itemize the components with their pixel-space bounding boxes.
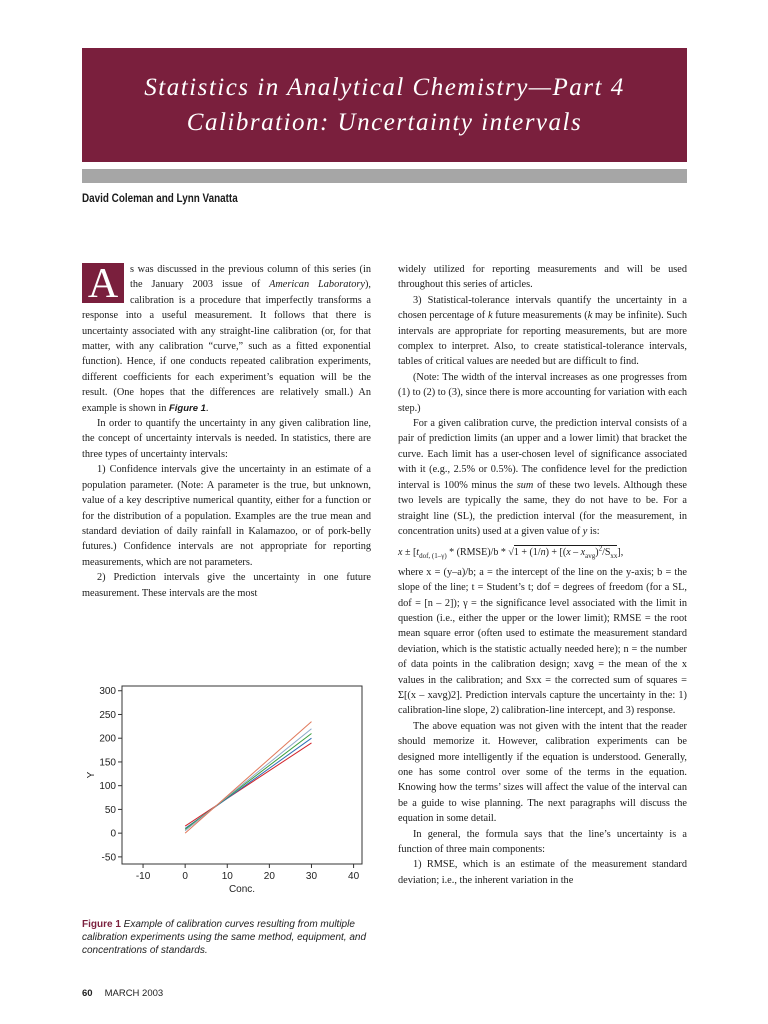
figure-caption: Figure 1 Example of calibration curves resulting from multiple calibration experiments using the same method, equipment, and concentrations of standards. <box>82 919 367 956</box>
title-line-2: Calibration: Uncertainty intervals <box>186 109 583 136</box>
column-right <box>398 262 687 888</box>
y-tick-label: 100 <box>99 781 116 793</box>
column-left <box>82 262 371 601</box>
y-tick-label: 250 <box>99 709 116 721</box>
figure-label: Figure 1 <box>82 919 121 930</box>
paragraph: For a given calibration curve, the prediction interval consists of a pair of prediction limits (an upper and a lower limit) that bracket the curve. Each limit has a user-chosen level of significance associated with it (e.g., 2.5% or 0.5%). The confidence level for the prediction interval is 100% minus the sum of these two levels. Although these two levels are typically the same, they do not have to be. For a straight line (SL), the prediction interval (for the measurement, in concentration units) used at a given value of y is: <box>398 418 687 537</box>
title-divider <box>82 169 687 183</box>
x-tick-label: 0 <box>182 871 188 882</box>
paragraph: 1) RMSE, which is an estimate of the measurement standard deviation; i.e., the inherent variation in the <box>398 859 687 886</box>
paragraph: The above equation was not given with the intent that the reader should memorize it. However, calibration experiments can be designed more intelligently if the equation is understood. Generally, one has some control over some of the terms in the equation. Knowing how the terms’ sizes will affect the value of the interval can be a guide to wise planning. The next paragraphs will discuss the equation in some detail. <box>398 720 687 825</box>
x-tick-label: -10 <box>135 871 151 882</box>
x-tick-label: 20 <box>263 871 275 882</box>
y-tick-label: 50 <box>104 804 116 816</box>
issue-date: MARCH 2003 <box>104 988 164 999</box>
paragraph-definitions: where x = (y–a)/b; a = the intercept of the line on the y-axis; b = the slope of the line; t = Student’s t; dof = degrees of freedom (for a SL, dof = [n – 2]); γ = the significance level associated with the limit in question (i.e., either the upper or the lower limit); RMSE = the root mean square error (often used to estimate the measurement standard deviation, which is the statistic actually needed here); n = the number of data points in the calibration design; xavg = the mean of the x values in the calibration; and Sxx = the corrected sum of squares = Σ[(x – xavg)2]. Prediction intervals capture the uncertainty in the: 1) calibration-line slope, 2) calibration-line intercept, and 3) response. <box>398 566 687 717</box>
x-tick-label: 10 <box>221 871 233 882</box>
y-tick-label: -50 <box>101 852 116 864</box>
y-tick-label: 300 <box>99 686 116 698</box>
plot-frame <box>122 686 362 864</box>
page-number: 60 <box>82 988 93 999</box>
paragraph: widely utilized for reporting measurements and will be used throughout this series of articles. <box>398 264 687 291</box>
paragraph: 1) Confidence intervals give the uncertainty in an estimate of a population parameter. (Note: A parameter is the true, but unknown, value of a key descriptive numerical quantity, either for a function or for the distribution of a population. Examples are the true mean and standard deviation of daily rainfall in Kalamazoo, or of pork-belly futures.) Confidence intervals are not appropriate for reporting measurements, which are not parameters. <box>82 464 371 568</box>
paragraph-intro: A s was discussed in the previous column of this series (in the January 2003 issue of American Laboratory), calibration is a procedure that imperfectly transforms a response into a useful measurement. It follows that there is uncertainty associated with any straight-line calibration (or, for that matter, with any calibration “curve,” such as a fitted exponential function). Hence, if one conducts repeated calibration experiments, different coefficients for each experiment’s equation will be the result. (One hopes that the differences are relatively small.) An example is shown in Figure 1. <box>82 261 371 414</box>
y-tick-label: 150 <box>99 757 116 769</box>
calibration-chart <box>82 678 371 910</box>
x-tick-label: 30 <box>305 871 318 882</box>
title-banner <box>82 48 687 162</box>
y-tick-label: 0 <box>110 828 116 840</box>
y-axis-label: Y <box>86 771 97 779</box>
paragraph: In order to quantify the uncertainty in any given calibration line, the concept of uncertainty intervals is needed. In statistics, there are three types of uncertainty intervals: <box>82 418 371 460</box>
paragraph: In general, the formula says that the line’s uncertainty is a function of three main components: <box>398 828 687 856</box>
figure-reference[interactable]: Figure 1 <box>168 402 206 414</box>
figure-1 <box>82 678 371 910</box>
drop-cap: A <box>82 263 124 303</box>
paragraph: (Note: The width of the interval increases as one progresses from (1) to (2) to (3), since there is more accounting for variation with each step.) <box>398 371 687 414</box>
paragraph: 2) Prediction intervals give the uncertainty in one future measurement. These intervals are the most <box>82 572 371 599</box>
title-line-1: Statistics in Analytical Chemistry—Part 4 <box>144 74 625 101</box>
page-footer <box>82 988 163 999</box>
x-tick-label: 40 <box>348 871 360 882</box>
x-axis-label: Conc. <box>228 884 256 895</box>
authors: David Coleman and Lynn Vanatta <box>82 193 238 205</box>
paragraph: 3) Statistical-tolerance intervals quantify the uncertainty in a chosen percentage of k future measurements (k may be infinite). Such intervals are appropriate for reporting measurements, but are more complex to interpret. Also, to create statistical-tolerance intervals, tables of critical values are needed but are difficult to find. <box>398 294 687 368</box>
y-tick-label: 200 <box>99 733 116 745</box>
prediction-interval-equation: $x \pm [t_{dof, (1-\gamma)}$ * (RMSE)/b * $√1 + (1/n) + [(x - x_{avg})^2/S_{xx}]$, <box>398 544 624 561</box>
journal-name: American Laboratory <box>269 279 365 291</box>
